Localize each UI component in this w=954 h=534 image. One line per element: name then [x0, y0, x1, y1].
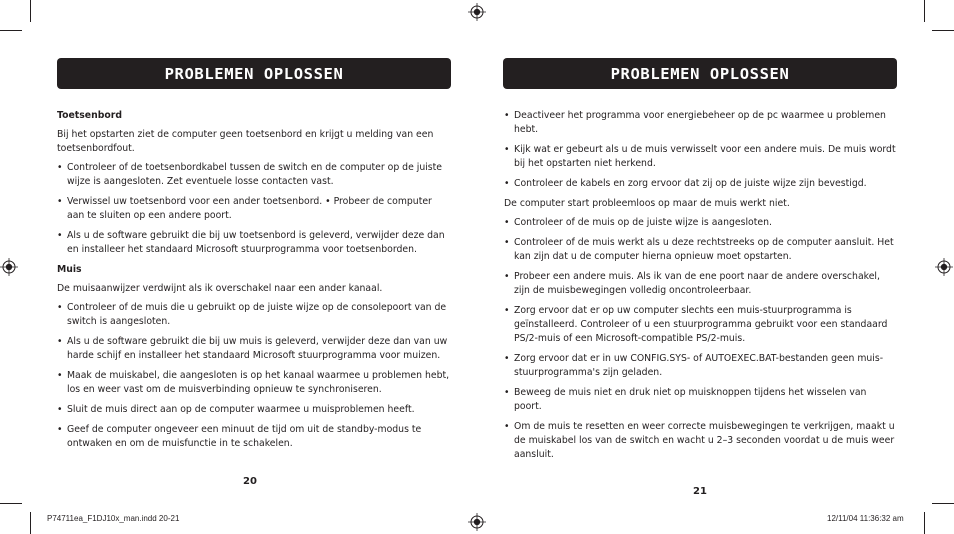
page-number: 20 — [243, 476, 257, 487]
list-item: • Controleer of de muis werkt als u deze rechtstreeks op de computer aansluit. Het kan zijn dat u de computer hierna opnieuw moet opstarten. — [504, 236, 897, 264]
mouse-intro: De muisaanwijzer verdwijnt als ik overschakel naar een ander kanaal. — [57, 283, 383, 294]
list-item: • Beweeg de muis niet en druk niet op muisknoppen tijdens het wisselen van poort. — [504, 386, 897, 414]
list-item: • Zorg ervoor dat er in uw CONFIG.SYS- of AUTOEXEC.BAT-bestanden geen muis-stuurprogramma's zijn geladen. — [504, 352, 897, 380]
section-title: PROBLEMEN OPLOSSEN — [164, 64, 344, 83]
list-item: • Probeer een andere muis. Als ik van de ene poort naar de andere overschakel, zijn de muisbewegingen volledig oncontroleerbaar. — [504, 270, 897, 298]
list-item: • Om de muis te resetten en weer correcte muisbewegingen te verkrijgen, maakt u de muiskabel los van de switch en wacht u 2–3 seconden voordat u de muis weer aansluit. — [504, 420, 897, 462]
list-item: • Verwissel uw toetsenbord voor een ander toetsenbord. • Probeer de computer aan te sluiten op een andere poort. — [57, 195, 450, 223]
list-item: • Controleer of de toetsenbordkabel tussen de switch en de computer op de juiste wijze is aangesloten. Zet eventuele losse contacten vast. — [57, 161, 450, 189]
keyboard-intro: Bij het opstarten ziet de computer geen toetsenbord en krijgt u melding van een toetsenbordfout. — [57, 129, 434, 154]
right-page — [477, 0, 954, 534]
list-item: • Als u de software gebruikt die bij uw muis is geleverd, verwijder deze dan van uw harde schijf en installeer het standaard Microsoft stuurprogramma voor muizen. — [57, 335, 450, 363]
footer-file-info: P74711ea_F1DJ10x_man.indd 20-21 — [47, 514, 180, 523]
list-item: • Deactiveer het programma voor energiebeheer op de pc waarmee u problemen hebt. — [504, 109, 897, 137]
footer-timestamp: 12/11/04 11:36:32 am — [827, 514, 904, 523]
section-header-bar — [503, 58, 897, 89]
keyboard-heading: Toetsenbord — [57, 110, 122, 121]
page-content — [504, 109, 897, 468]
list-item: • Kijk wat er gebeurt als u de muis verwisselt voor een andere muis. De muis wordt bij het opstarten niet herkend. — [504, 143, 897, 171]
page-content — [57, 109, 450, 457]
mouse-problem-intro: De computer start probleemloos op maar de muis werkt niet. — [504, 198, 790, 209]
list-item: • Geef de computer ongeveer een minuut de tijd om uit de standby-modus te ontwaken en om de muisfunctie in te schakelen. — [57, 423, 450, 451]
list-item: • Controleer of de muis die u gebruikt op de juiste wijze op de consolepoort van de switch is aangesloten. — [57, 301, 450, 329]
list-item: • Sluit de muis direct aan op de computer waarmee u muisproblemen heeft. — [57, 403, 450, 417]
list-item: • Controleer of de muis op de juiste wijze is aangesloten. — [504, 216, 897, 230]
list-item: • Zorg ervoor dat er op uw computer slechts een muis-stuurprogramma is geïnstalleerd. Controleer of u een stuurprogramma gebruikt voor een standaard PS/2-muis of een Microsoft-compatible PS/2-muis. — [504, 304, 897, 346]
mouse-heading: Muis — [57, 264, 82, 275]
section-title: PROBLEMEN OPLOSSEN — [610, 64, 790, 83]
section-header-bar — [57, 58, 451, 89]
list-item: • Maak de muiskabel, die aangesloten is op het kanaal waarmee u problemen hebt, los en weer vast om de muisverbinding opnieuw te synchroniseren. — [57, 369, 450, 397]
list-item: • Als u de software gebruikt die bij uw toetsenbord is geleverd, verwijder deze dan en installeer het standaard Microsoft stuurprogramma voor toetsenborden. — [57, 229, 450, 257]
list-item: • Controleer de kabels en zorg ervoor dat zij op de juiste wijze zijn bevestigd. — [504, 177, 897, 191]
page-number: 21 — [693, 486, 707, 497]
